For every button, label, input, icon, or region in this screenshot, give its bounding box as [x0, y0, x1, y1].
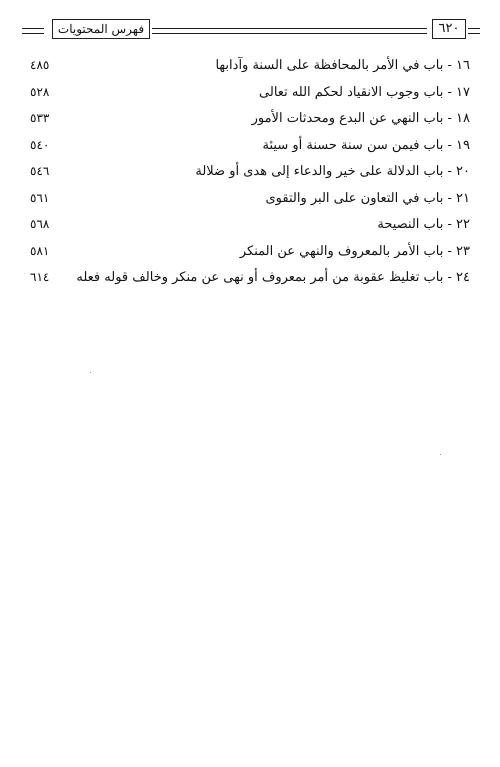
- running-header: [22, 18, 480, 40]
- toc-page-number: ٥٦٨: [30, 217, 50, 231]
- toc-entry-title: ١٦ - باب في الأمر بالمحافظة على السنة وآدابها: [215, 58, 470, 73]
- toc-page-number: ٥٨١: [30, 243, 50, 258]
- header-rule-left: [22, 28, 44, 34]
- toc-page-number: ٤٨٥: [30, 58, 50, 72]
- toc-entry: [30, 185, 470, 212]
- toc-page-number: ٥٣٣: [30, 111, 50, 125]
- toc-entry-title: ٢٤ - باب تغليظ عقوبة من أمر بمعروف أو نهى عن منكر وخالف قوله فعله: [76, 270, 470, 285]
- toc-entry: [30, 105, 470, 132]
- toc-entry-title: ٢٣ - باب الأمر بالمعروف والنهي عن المنكر: [239, 243, 470, 259]
- running-title: فهرس المحتويات: [52, 19, 150, 39]
- toc-entry-title: ٢٠ - باب الدلالة على خير والدعاء إلى هدى أو ضلالة: [195, 164, 470, 179]
- page-number: ٦٢٠: [432, 19, 466, 39]
- toc-entry: [30, 238, 470, 265]
- toc-entry-title: ١٩ - باب فيمن سن سنة حسنة أو سيئة: [262, 137, 470, 153]
- toc-entry: [30, 79, 470, 106]
- toc-page-number: ٥٦١: [30, 190, 50, 205]
- toc-entry-title: ١٧ - باب وجوب الانقياد لحكم الله تعالى: [259, 84, 470, 100]
- header-rule-middle: [152, 28, 427, 34]
- scan-speck: [440, 454, 441, 455]
- table-of-contents: [30, 52, 470, 291]
- toc-page-number: ٦١٤: [30, 270, 50, 284]
- toc-entry-title: ٢٢ - باب النصيحة: [377, 217, 470, 232]
- toc-entry: [30, 132, 470, 159]
- toc-page-number: ٥٢٨: [30, 84, 50, 99]
- toc-entry: [30, 264, 470, 291]
- toc-entry-title: ١٨ - باب النهي عن البدع ومحدثات الأمور: [251, 111, 470, 126]
- toc-entry-title: ٢١ - باب في التعاون على البر والتقوى: [265, 190, 470, 206]
- toc-entry: [30, 158, 470, 185]
- toc-entry: [30, 211, 470, 238]
- toc-page-number: ٥٤٠: [30, 137, 50, 152]
- toc-page-number: ٥٤٦: [30, 164, 50, 178]
- scan-speck: [90, 372, 91, 373]
- toc-entry: [30, 52, 470, 79]
- header-rule-right: [468, 28, 480, 34]
